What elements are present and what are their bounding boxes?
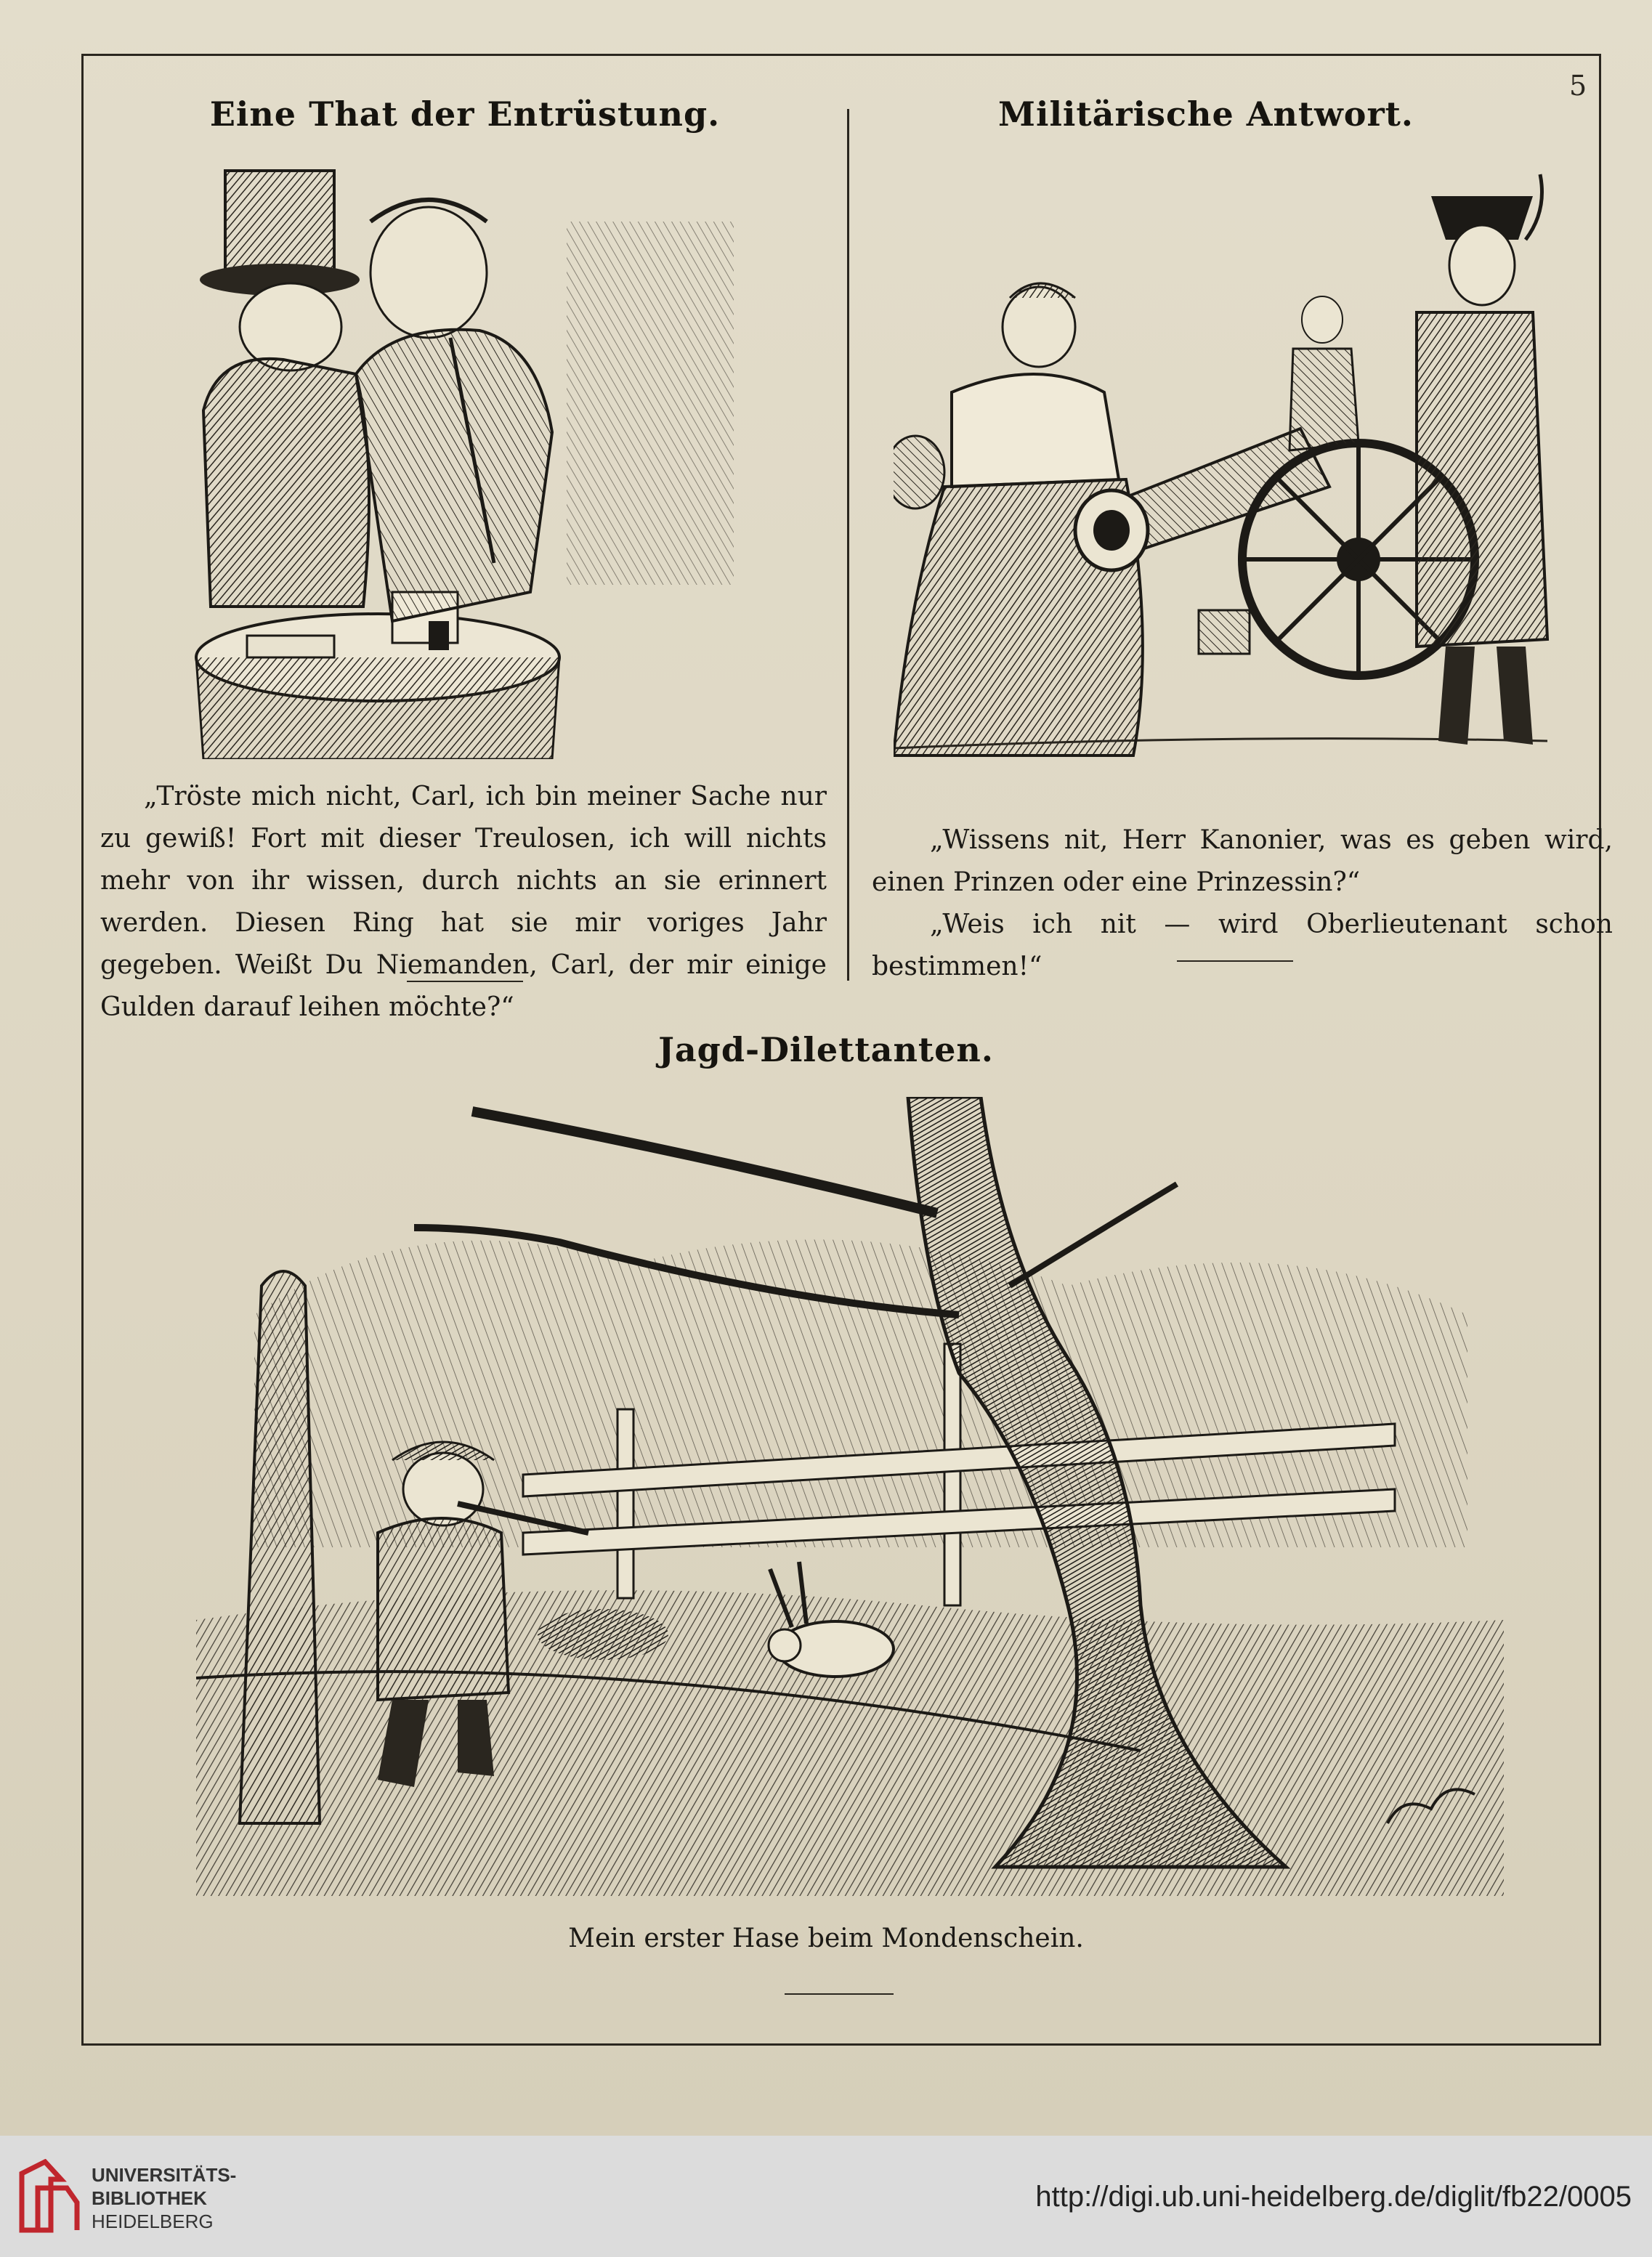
left-section-rule [407, 981, 523, 982]
right-cartoon-caption [872, 819, 1613, 988]
left-cartoon-caption [100, 776, 827, 1029]
source-url[interactable]: http://digi.ub.uni-heidelberg.de/diglit/fb22/0005 [1035, 2181, 1632, 2213]
left-cartoon-title: Eine That der Entrüstung. [209, 94, 721, 134]
library-logo-icon[interactable] [16, 2159, 81, 2235]
bottom-cartoon-caption: Mein erster Hase beim Mondenschein. [568, 1924, 1084, 1953]
bottom-cartoon-title: Jagd-Dilettanten. [658, 1030, 994, 1069]
library-footer [0, 2136, 1652, 2257]
library-name-line2: BIBLIOTHEK [92, 2187, 207, 2209]
right-cartoon-title: Militärische Antwort. [998, 94, 1414, 134]
library-name[interactable] [92, 2163, 236, 2233]
left-caption-text: „Tröste mich nicht, Carl, ich bin meiner Sache nur zu gewiß! Fort mit dieser Treulosen, ich will nichts mehr von ihr wissen, durch nichts an sie erinnert werden. Diesen Ring hat sie mir voriges Jahr gegeben. Weißt Du Niemanden, Carl, der mir einige Gulden darauf leihen möchte?“ [100, 782, 827, 1022]
column-divider [847, 109, 849, 981]
bottom-cartoon-drawing [196, 1097, 1504, 1896]
library-name-line1: UNIVERSITÄTS- [92, 2164, 237, 2186]
bottom-section-rule [785, 1993, 894, 1995]
right-cartoon-illustration [894, 167, 1555, 785]
left-cartoon-illustration [189, 156, 734, 759]
right-caption-line2: „Weis ich nit — wird Oberlieutenant schon bestimmen!“ [872, 909, 1613, 981]
right-cartoon-drawing [894, 167, 1555, 785]
right-caption-line1: „Wissens nit, Herr Kanonier, was es geben wird, einen Prinzen oder eine Prinzessin?“ [872, 825, 1613, 897]
library-name-line3: HEIDELBERG [92, 2211, 214, 2232]
page-number: 5 [1569, 70, 1587, 102]
left-cartoon-drawing [189, 156, 734, 759]
bottom-cartoon-illustration [196, 1097, 1504, 1896]
right-section-rule [1177, 960, 1293, 962]
